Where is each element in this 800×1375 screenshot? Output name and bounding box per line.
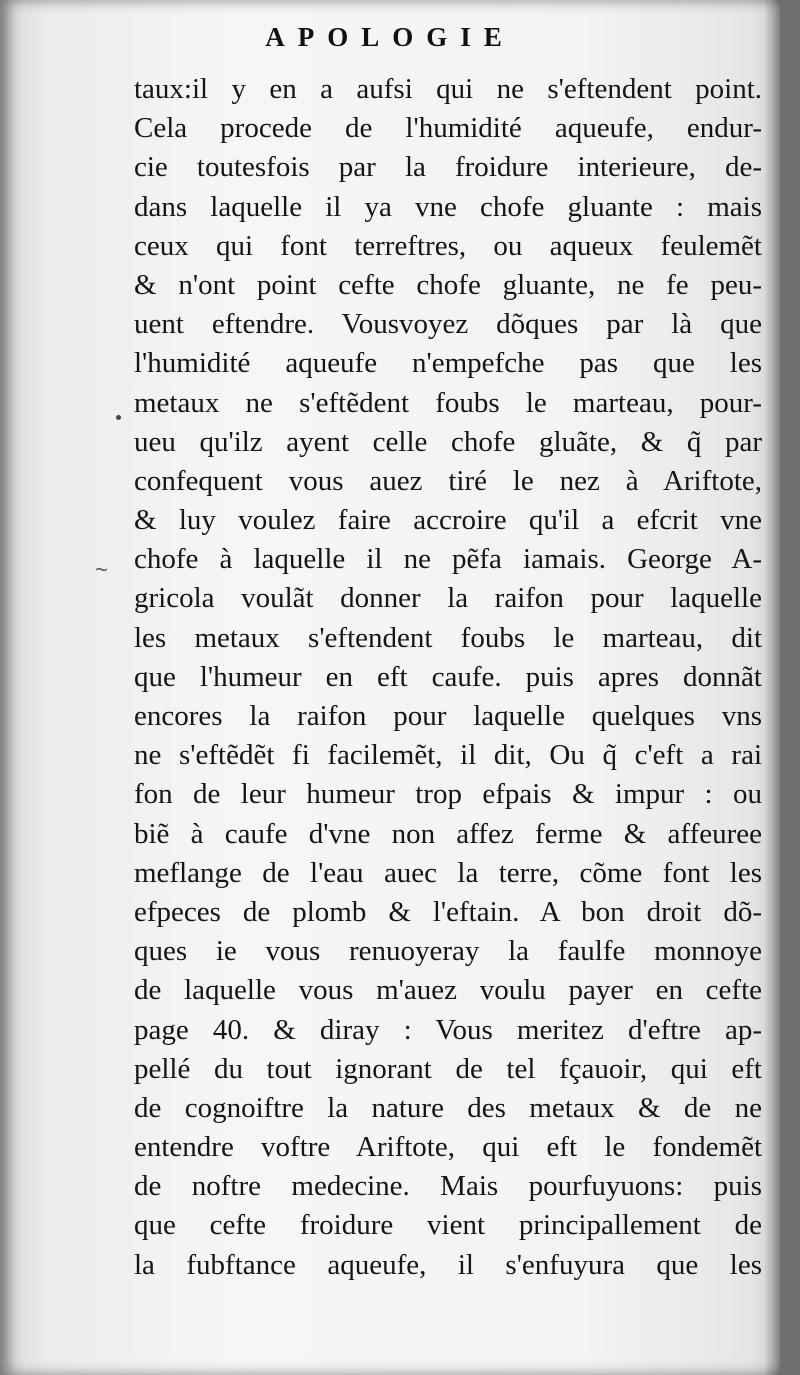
- text-line: les metaux s'eftendent foubs le marteau, dit: [134, 621, 762, 654]
- text-line: entendre voftre Ariftote, qui eft le fondemẽt: [134, 1131, 762, 1164]
- text-line: & luy voulez faire accroire qu'il a efcrit vne: [134, 504, 762, 537]
- text-line: page 40. & diray : Vous meritez d'eftre ap-: [134, 1013, 762, 1046]
- text-line: que cefte froidure vient principallement de: [134, 1209, 762, 1242]
- text-line: & n'ont point cefte chofe gluante, ne fe peu-: [134, 268, 762, 301]
- text-line: metaux ne s'eftẽdent foubs le marteau, pour-: [134, 386, 762, 419]
- margin-mark: ~: [95, 557, 108, 582]
- body-text: [134, 70, 762, 1285]
- text-line: Cela procede de l'humidité aqueufe, endur-: [134, 112, 762, 145]
- text-line: chofe à laquelle il ne pẽfa iamais. George A-: [134, 543, 762, 576]
- text-line: meflange de l'eau auec la terre, cõme font les: [134, 856, 762, 889]
- text-line: confequent vous auez tiré le nez à Ariftote,: [134, 464, 762, 497]
- text-line: de cognoiftre la nature des metaux & de ne: [134, 1091, 762, 1124]
- text-line: que l'humeur en eft caufe. puis apres donnãt: [134, 660, 762, 693]
- text-line: encores la raifon pour laquelle quelques vns: [134, 700, 762, 732]
- text-line: de noftre medecine. Mais pourfuyuons: puis: [134, 1170, 762, 1203]
- margin-dot: [116, 415, 121, 420]
- text-line: ne s'eftẽdẽt fi facilemẽt, il dit, Ou q̃ c'eft a rai: [134, 739, 762, 772]
- text-line: uent eftendre. Vousvoyez dõques par là que: [134, 308, 762, 341]
- text-line: ueu qu'ilz ayent celle chofe gluãte, & q̃ par: [134, 425, 762, 458]
- text-line: fon de leur humeur trop efpais & impur : ou: [134, 778, 762, 811]
- text-line: ques ie vous renuoyeray la faulfe monnoye: [134, 935, 762, 968]
- text-line: ceux qui font terreftres, ou aqueux feulemẽt: [134, 229, 762, 262]
- text-line: la fubftance aqueufe, il s'enfuyura que les: [134, 1248, 762, 1281]
- text-line: efpeces de plomb & l'eftain. A bon droit dõ-: [134, 895, 762, 928]
- text-line: dans laquelle il ya vne chofe gluante : mais: [134, 190, 762, 223]
- text-line: l'humidité aqueufe n'empefche pas que les: [134, 347, 762, 380]
- text-line: pellé du tout ignorant de tel fçauoir, qui eft: [134, 1052, 762, 1085]
- running-head: APOLOGIE: [265, 22, 515, 52]
- text-line: de laquelle vous m'auez voulu payer en cefte: [134, 974, 762, 1007]
- text-line: gricola voulãt donner la raifon pour laquelle: [134, 582, 762, 615]
- text-line: biẽ à caufe d'vne non affez ferme & affeuree: [134, 817, 762, 850]
- text-line: cie toutesfois par la froidure interieure, de-: [134, 151, 762, 184]
- text-line: taux:il y en a aufsi qui ne s'eftendent point.: [134, 73, 762, 105]
